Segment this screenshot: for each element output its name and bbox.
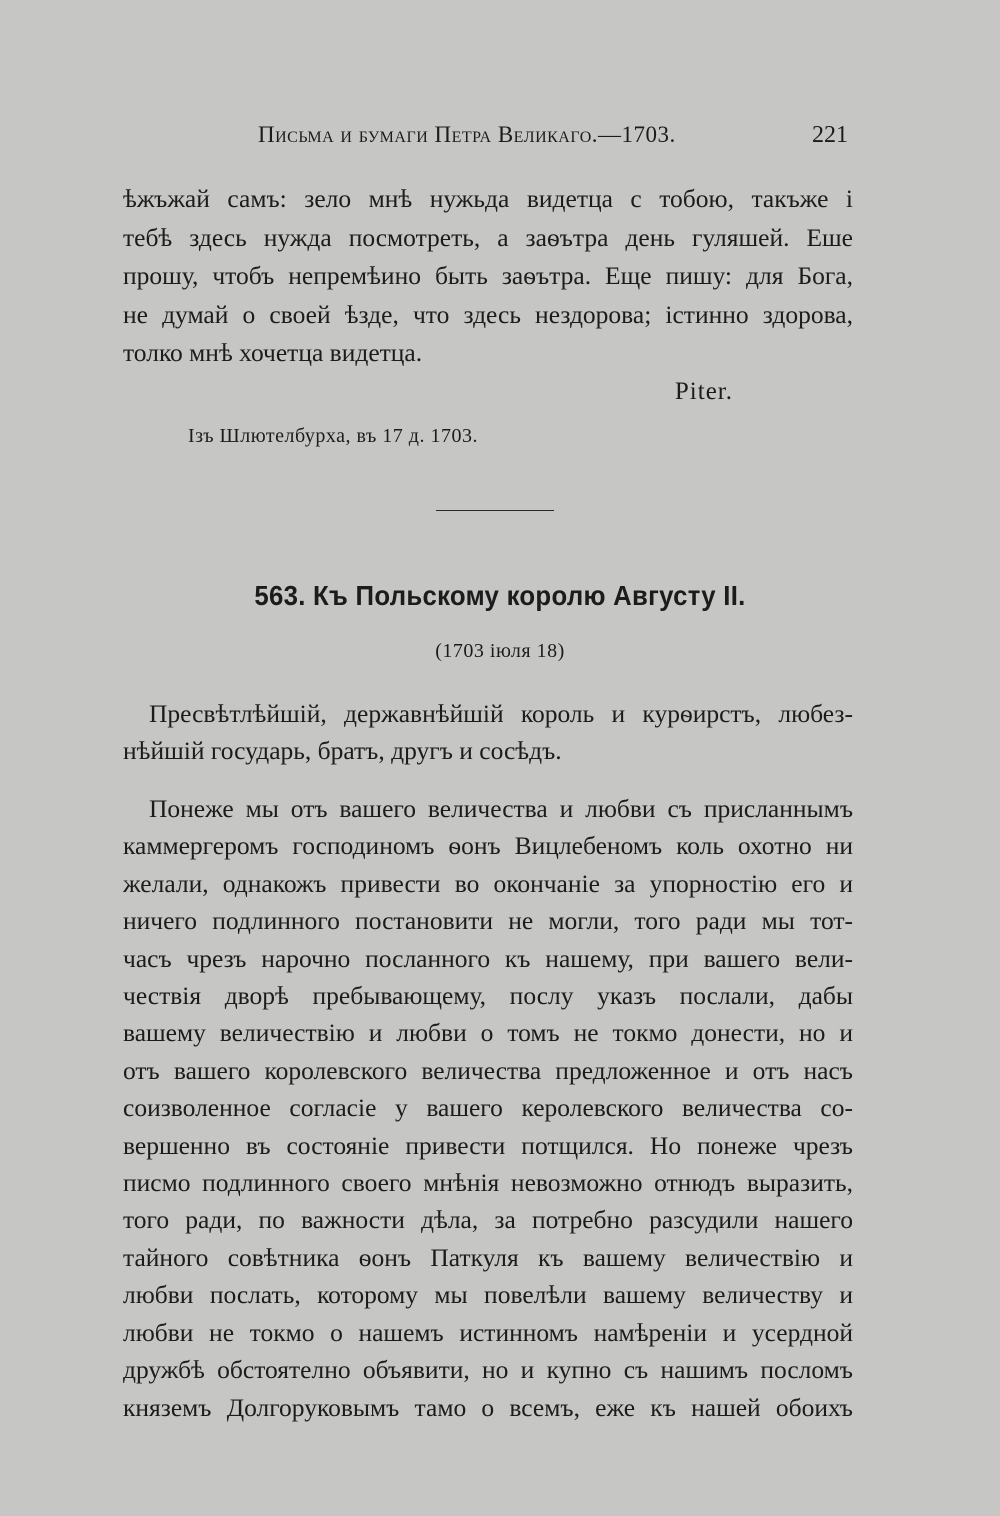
text-line: отъ вашего королевского величества предложенное и отъ насъ [123, 1055, 853, 1085]
text-line: дружбѣ обстоятелно объявити, но и купно съ нашимъ посломъ [123, 1355, 853, 1385]
text-line: нѣйшій государь, братъ, другъ и сосѣдъ. [123, 736, 562, 766]
text-line: ѣжъжай самъ: зело мнѣ нужьда видетца с тобою, такъже і [123, 184, 853, 213]
previous-letter-ending [123, 180, 853, 373]
section-heading: 563. Къ Польскому королю Августу II. [254, 580, 746, 611]
text-line: соизволенное согласіе у вашего керолевского величества со- [123, 1093, 853, 1123]
text-line: каммергеромъ господиномъ ѳонъ Вицлебеномъ коль охотно ни [123, 831, 853, 861]
salutation [123, 695, 853, 770]
text-line: Пресвѣтлѣйшій, державнѣйшій король и курѳирстъ, любез- [149, 699, 853, 728]
text-line: не думай о своей ѣзде, что здесь нездорова; істинно здорова, [123, 299, 853, 329]
section-divider [436, 510, 554, 511]
text-line: вашему величествію и любви о томъ не токмо донести, но и [123, 1018, 853, 1048]
text-line: вершенно въ состояніе привести потщился. Но понеже чрезъ [123, 1130, 853, 1160]
text-line: чествія дворѣ пребывающему, послу указъ послали, дабы [123, 981, 853, 1011]
section-date: (1703 іюля 18) [435, 640, 565, 662]
text-line: прошу, чтобъ непремѣино быть заѳътра. Еще пишу: для Бога, [123, 261, 853, 291]
text-line: ничего подлинного постановити не могли, того ради мы тот- [123, 906, 853, 936]
text-line: любви не токмо о нашемъ истинномъ намѣреніи и усердной [123, 1317, 853, 1347]
text-line: тебѣ здесь нужда посмотреть, а заѳътра день гуляшей. Еше [123, 222, 853, 252]
text-line: желали, однакожъ привести во окончаніе за упорностію его и [123, 868, 853, 898]
text-line: того ради, по важности дѣла, за потребно разсудили нашего [123, 1205, 853, 1235]
text-line: любви послать, которому мы повелѣли вашему величеству и [123, 1280, 853, 1310]
running-title: Письма и бумаги Петра Великаго.—1703. [258, 122, 676, 147]
place-date: Ізъ Шлютелбурха, въ 17 д. 1703. [188, 425, 478, 447]
text-line: писмо подлинного своего мнѣнія невозможно отнюдъ выразить, [123, 1168, 853, 1198]
text-line: часъ чрезъ нарочно посланного къ нашему, при вашего вели- [123, 943, 853, 973]
text-line: Понеже мы отъ вашего величества и любви съ присланнымъ [149, 794, 853, 823]
page-number: 221 [812, 122, 848, 148]
text-line: княземъ Долгоруковымъ тамо о всемъ, еже къ нашей обоихъ [123, 1392, 853, 1422]
running-head [258, 122, 848, 154]
letter-body [123, 790, 853, 1426]
signature: Piter. [674, 378, 733, 405]
text-line: тайного совѣтника ѳонъ Паткуля къ вашему величествію и [123, 1242, 853, 1272]
text-line: толко мнѣ хочетца видетца. [123, 338, 423, 368]
